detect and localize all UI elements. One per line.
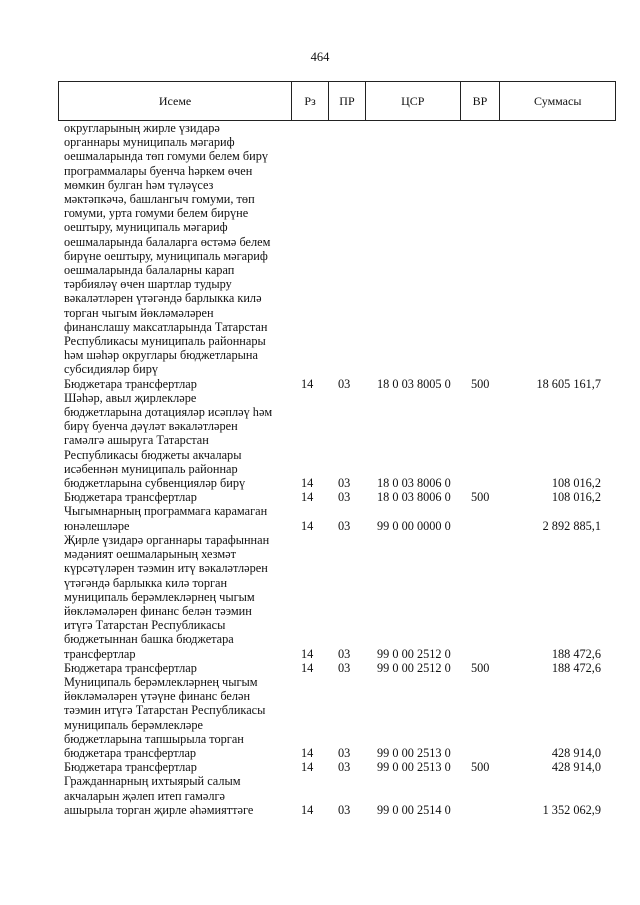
row-name-line: гамәлгә ашыруга Татарстан: [64, 433, 209, 448]
row-pr: 03: [338, 646, 351, 661]
row-sum: 2 892 885,1: [542, 518, 601, 533]
row-name-line: бирү буенча дәүләт вәкаләтләрен: [64, 419, 238, 434]
row-name-line: Бюджетара трансфертлар: [64, 760, 197, 775]
row-sum: 1 352 062,9: [542, 802, 601, 817]
table-row: [64, 774, 616, 817]
row-name-line: субсидияләр бирү: [64, 362, 159, 377]
row-name-line: оештыру, муниципаль мәгариф: [64, 220, 228, 235]
row-name-line: торган чыгым йөкләмәләрен: [64, 305, 214, 320]
row-rz: 14: [301, 660, 314, 675]
row-name: [64, 377, 289, 391]
row-rz: 14: [301, 376, 314, 391]
row-sum: 108 016,2: [551, 476, 601, 491]
row-name-line: бюджетларына дотацияләр исәпләү һәм: [64, 405, 273, 420]
row-name-line: ашырыла торган җирле әһәмияттәге: [64, 802, 254, 817]
row-rz: 14: [301, 518, 314, 533]
header-rz: Рз: [292, 82, 329, 120]
row-rz: 14: [301, 476, 314, 491]
row-pr: 03: [338, 745, 351, 760]
row-pr: 03: [338, 660, 351, 675]
row-name-line: йөкләмәләрен үтәүне финанс белән: [64, 689, 251, 704]
row-name-line: гомуми, урта гомуми белем бирүне: [64, 206, 249, 221]
row-name: [64, 760, 289, 774]
row-name: [64, 675, 289, 760]
row-vr: 500: [471, 376, 490, 391]
row-sum: 188 472,6: [551, 660, 601, 675]
row-pr: 03: [338, 518, 351, 533]
page-number: 464: [310, 50, 330, 64]
row-name-line: Бюджетара трансфертлар: [64, 376, 197, 391]
row-name-line: программалары буенча һәркем өчен: [64, 163, 253, 178]
row-name-line: оешмаларында балаларга өстәмә белем: [64, 234, 271, 249]
row-name-line: Муниципаль берәмлекләрнең чыгым: [64, 674, 258, 689]
row-name: [64, 490, 289, 504]
table-body: [64, 121, 616, 817]
row-sum: 428 914,0: [551, 745, 601, 760]
row-name: [64, 661, 289, 675]
row-name-line: трансфертлар: [64, 646, 136, 661]
row-name-line: Бюджетара трансфертлар: [64, 490, 197, 505]
row-name-line: Республикасы бюджеты акчалары: [64, 447, 242, 462]
table-row: [64, 377, 616, 391]
row-name: [64, 774, 289, 817]
row-sum: 108 016,2: [551, 490, 601, 505]
table-row: [64, 661, 616, 675]
header-csr: ЦСР: [366, 82, 461, 120]
row-name-line: тәрбияләү өчен шартлар тудыру: [64, 277, 232, 292]
row-csr: 99 0 00 0000 0: [377, 518, 451, 533]
row-name-line: органнары муниципаль мәгариф: [64, 135, 235, 150]
row-name-line: бирүне оештыру, муниципаль мәгариф: [64, 248, 268, 263]
row-name-line: оешмаларында төп гомуми белем бирү: [64, 149, 269, 164]
row-sum: 428 914,0: [551, 760, 601, 775]
header-vr: ВР: [461, 82, 501, 120]
row-name-line: оешмаларында балаларны карап: [64, 263, 235, 278]
header-sum: Суммасы: [534, 93, 582, 108]
row-sum: 18 605 161,7: [536, 376, 601, 391]
row-name-line: итүгә Татарстан Республикасы: [64, 618, 226, 633]
row-csr: 99 0 00 2512 0: [377, 646, 451, 661]
row-vr: 500: [471, 760, 490, 775]
row-name-line: тәэмин итүгә Татарстан Республикасы: [64, 703, 266, 718]
row-name-line: мәдәният оешмаларының хезмәт: [64, 547, 236, 562]
table-row: [64, 121, 616, 377]
table-row: [64, 533, 616, 661]
row-name-line: Чыгымнарның программага карамаган: [64, 504, 268, 519]
row-csr: 18 0 03 8006 0: [377, 476, 451, 491]
row-pr: 03: [338, 376, 351, 391]
row-name-line: Гражданнарның ихтыярый салым: [64, 774, 241, 789]
row-rz: 14: [301, 646, 314, 661]
table-row: [64, 391, 616, 490]
row-csr: 18 0 03 8006 0: [377, 490, 451, 505]
row-name-line: бюджетларына субвенцияләр бирү: [64, 476, 246, 491]
row-name-line: вәкаләтләрен үтәгәндә барлыкка килә: [64, 291, 262, 306]
row-sum: 188 472,6: [551, 646, 601, 661]
row-name: [64, 533, 289, 661]
row-rz: 14: [301, 760, 314, 775]
row-pr: 03: [338, 802, 351, 817]
row-name-line: бюджетларына тапшырыла торган: [64, 731, 244, 746]
row-csr: 99 0 00 2512 0: [377, 660, 451, 675]
header-pr: ПР: [329, 82, 366, 120]
row-pr: 03: [338, 476, 351, 491]
row-name-line: округларының жирле үзидарә: [64, 121, 220, 135]
row-vr: 500: [471, 490, 490, 505]
row-rz: 14: [301, 802, 314, 817]
row-rz: 14: [301, 490, 314, 505]
row-name-line: үтәгәндә барлыкка килә торган: [64, 575, 228, 590]
row-name-line: финанслашу максатларында Татарстан: [64, 319, 268, 334]
row-name-line: бюджетара трансфертлар: [64, 745, 197, 760]
row-csr: 99 0 00 2514 0: [377, 802, 451, 817]
row-name-line: исәбеннән муниципаль районнар: [64, 461, 238, 476]
row-name: [64, 121, 289, 377]
row-name-line: юнәлешләре: [64, 518, 130, 533]
row-csr: 18 0 03 8005 0: [377, 376, 451, 391]
table-row: [64, 490, 616, 504]
table-row: [64, 504, 616, 532]
row-name-line: күрсәтүләрен тәэмин итү вәкаләтләрен: [64, 561, 268, 576]
row-name-line: Бюджетара трансфертлар: [64, 660, 197, 675]
row-name-line: йөкләмәләрен финанс белән тәэмин: [64, 603, 252, 618]
table-row: [64, 675, 616, 760]
row-name-line: һәм шәһәр округлары бюджетларына: [64, 348, 258, 363]
row-csr: 99 0 00 2513 0: [377, 745, 451, 760]
row-name-line: муниципаль берәмлекләре: [64, 717, 203, 732]
row-name-line: Шәһәр, авыл җирлекләре: [64, 390, 197, 405]
row-name: [64, 391, 289, 490]
table-header: [58, 81, 616, 121]
row-pr: 03: [338, 760, 351, 775]
row-csr: 99 0 00 2513 0: [377, 760, 451, 775]
row-name-line: Җирле үзидарә органнары тарафыннан: [64, 532, 270, 547]
row-pr: 03: [338, 490, 351, 505]
row-rz: 14: [301, 745, 314, 760]
header-name: Исеме: [59, 82, 292, 120]
row-name-line: мәктәпкәчә, башлангыч гомуми, төп: [64, 192, 255, 207]
row-vr: 500: [471, 660, 490, 675]
row-name-line: муниципаль берәмлекләрнең чыгым: [64, 589, 255, 604]
table-row: [64, 760, 616, 774]
row-name: [64, 504, 289, 532]
row-name-line: Республикасы муниципаль районнары: [64, 334, 266, 349]
row-name-line: акчаларын җәлеп итеп гамәлгә: [64, 788, 226, 803]
row-name-line: бюджетыннан башка бюджетара: [64, 632, 234, 647]
row-name-line: мөмкин булган һәм түләүсез: [64, 177, 214, 192]
